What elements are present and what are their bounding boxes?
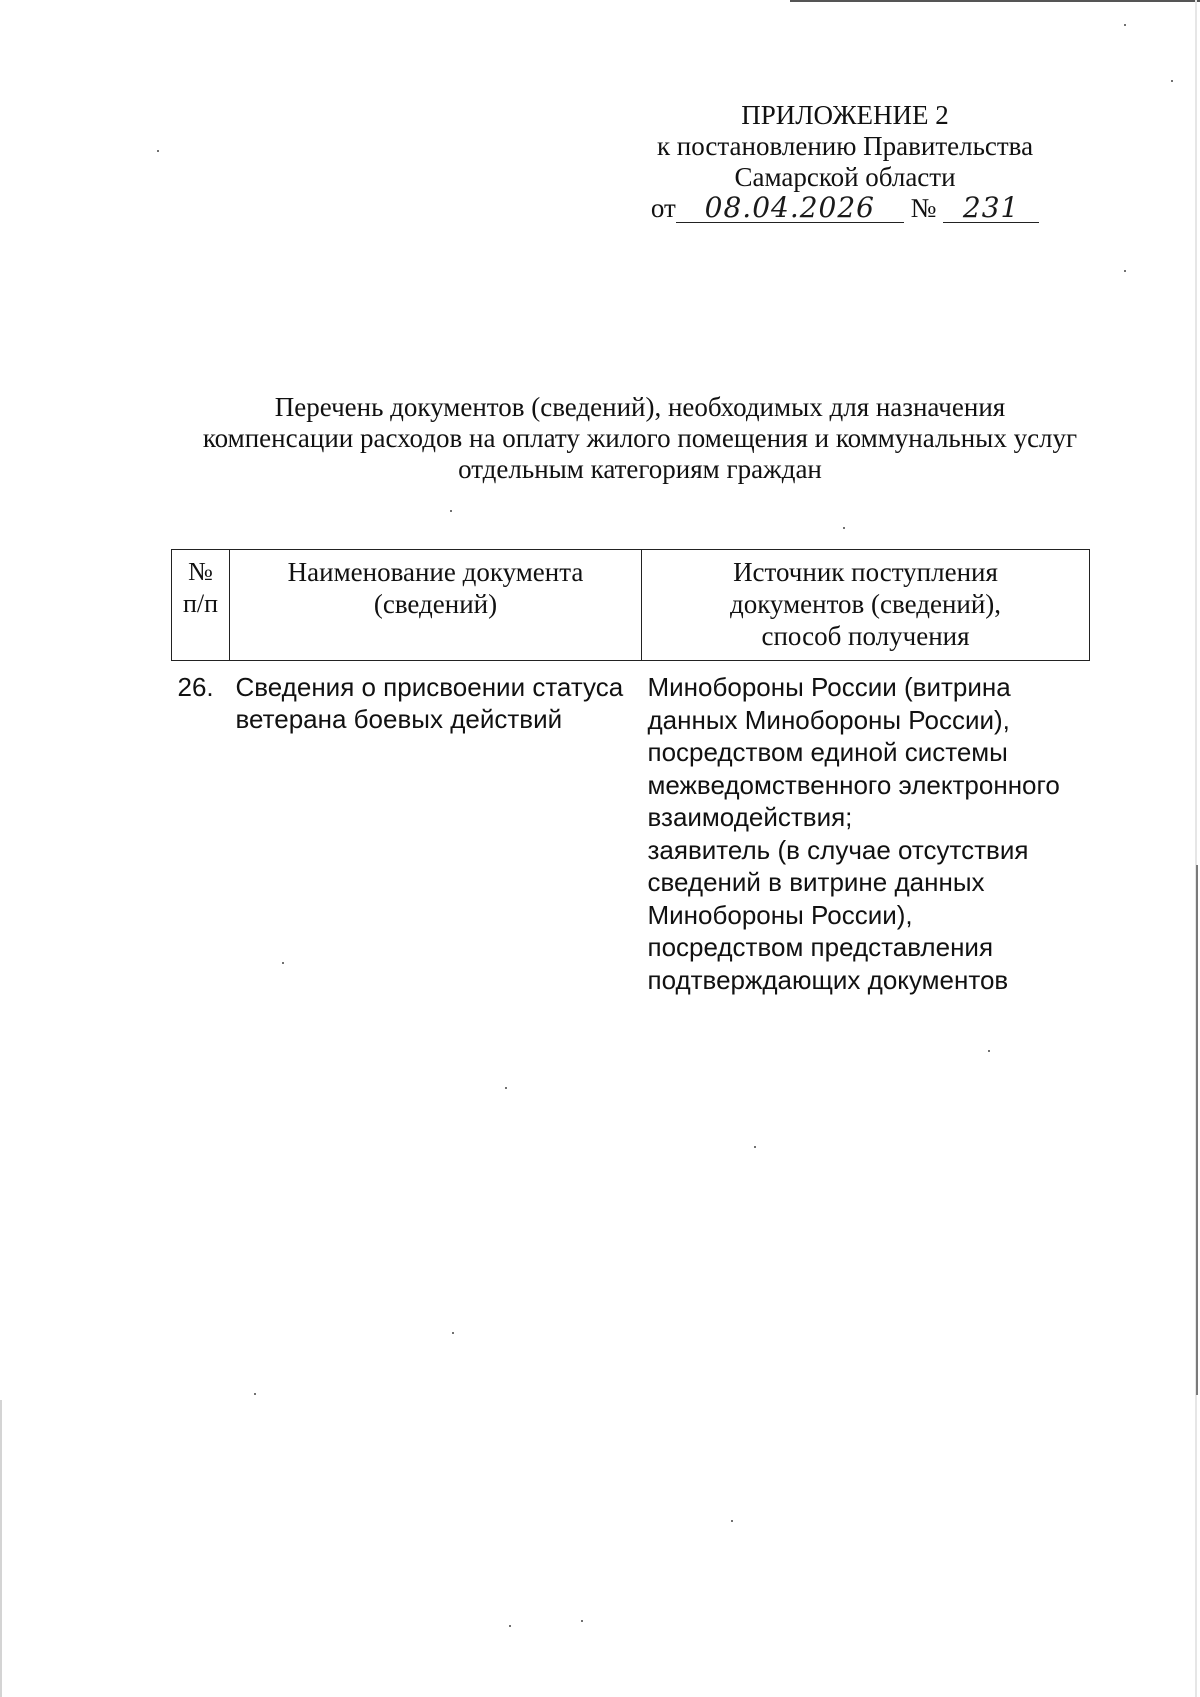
- row-source-line: Минобороны России),: [647, 899, 913, 930]
- table-row: [172, 661, 1090, 997]
- row-source-line: взаимодействия;: [647, 802, 853, 832]
- date-prefix: от: [650, 193, 676, 223]
- row-source-line: сведений в витрине данных: [647, 867, 985, 897]
- scan-speck: [254, 1393, 256, 1395]
- table-header-row: [172, 550, 1090, 661]
- row-source-line: посредством единой системы: [647, 737, 1008, 767]
- scan-speck: [1171, 80, 1173, 82]
- scan-speck: [452, 1332, 454, 1334]
- appendix-title: ПРИЛОЖЕНИЕ 2: [741, 100, 949, 130]
- header-name-line-1: Наименование документа: [287, 557, 584, 587]
- appendix-date-line: [600, 193, 1090, 224]
- scan-edge-right-dark: [1196, 865, 1198, 1395]
- scan-speck: [988, 1050, 990, 1052]
- row-source-line: подтверждающих документов: [647, 964, 1009, 995]
- heading-line-1: Перечень документов (сведений), необходимых для назначения: [274, 392, 1006, 422]
- header-number-line-2: п/п: [182, 589, 219, 618]
- row-source-line: Минобороны России (витрина: [647, 672, 1011, 702]
- header-number: [172, 550, 230, 661]
- documents-table: [171, 549, 1090, 996]
- row-number: 26.: [177, 672, 214, 702]
- row-source-line: данных Минобороны России),: [647, 704, 1010, 735]
- heading-line-2: компенсации расходов на оплату жилого помещения и коммунальных услуг: [202, 423, 1078, 453]
- row-name-line-1: Сведения о присвоении статуса: [235, 672, 624, 702]
- handwritten-date: 08.04.2026: [676, 194, 904, 223]
- scan-speck: [1124, 270, 1126, 272]
- scan-speck: [754, 1146, 756, 1148]
- scan-speck: [843, 527, 845, 529]
- scan-speck: [505, 1087, 507, 1089]
- appendix-line-1: к постановлению Правительства: [656, 131, 1034, 161]
- row-source-line: заявитель (в случае отсутствия: [647, 834, 1029, 865]
- scan-speck: [157, 150, 159, 152]
- scan-edge-left: [0, 1400, 2, 1697]
- heading-line-3: отдельным категориям граждан: [458, 454, 822, 484]
- header-number-line-1: №: [188, 557, 213, 586]
- scan-speck: [509, 1625, 511, 1627]
- scan-edge-right: [1195, 0, 1197, 1697]
- row-source: [642, 661, 1090, 997]
- scan-speck: [731, 1520, 733, 1522]
- handwritten-number: 231: [943, 194, 1039, 223]
- appendix-header: [600, 100, 1090, 224]
- scan-speck: [450, 510, 452, 512]
- header-source-line-2: документов (сведений),: [729, 589, 1002, 619]
- scan-edge-top: [790, 0, 1200, 2]
- header-name-line-2: (сведений): [373, 589, 498, 619]
- row-name-line-2: ветерана боевых действий: [235, 704, 563, 734]
- scan-speck: [581, 1620, 583, 1622]
- header-source: [642, 550, 1090, 661]
- header-source-line-3: способ получения: [761, 621, 970, 651]
- scan-speck: [1124, 24, 1126, 26]
- document-heading: [160, 392, 1120, 485]
- row-source-line: межведомственного электронного: [647, 769, 1060, 800]
- row-source-line: посредством представления: [647, 932, 994, 962]
- number-label: №: [910, 193, 937, 223]
- row-document-name: [230, 661, 642, 997]
- header-source-line-1: Источник поступления: [733, 557, 998, 587]
- header-document-name: [230, 550, 642, 661]
- appendix-line-2: Самарской области: [734, 162, 956, 192]
